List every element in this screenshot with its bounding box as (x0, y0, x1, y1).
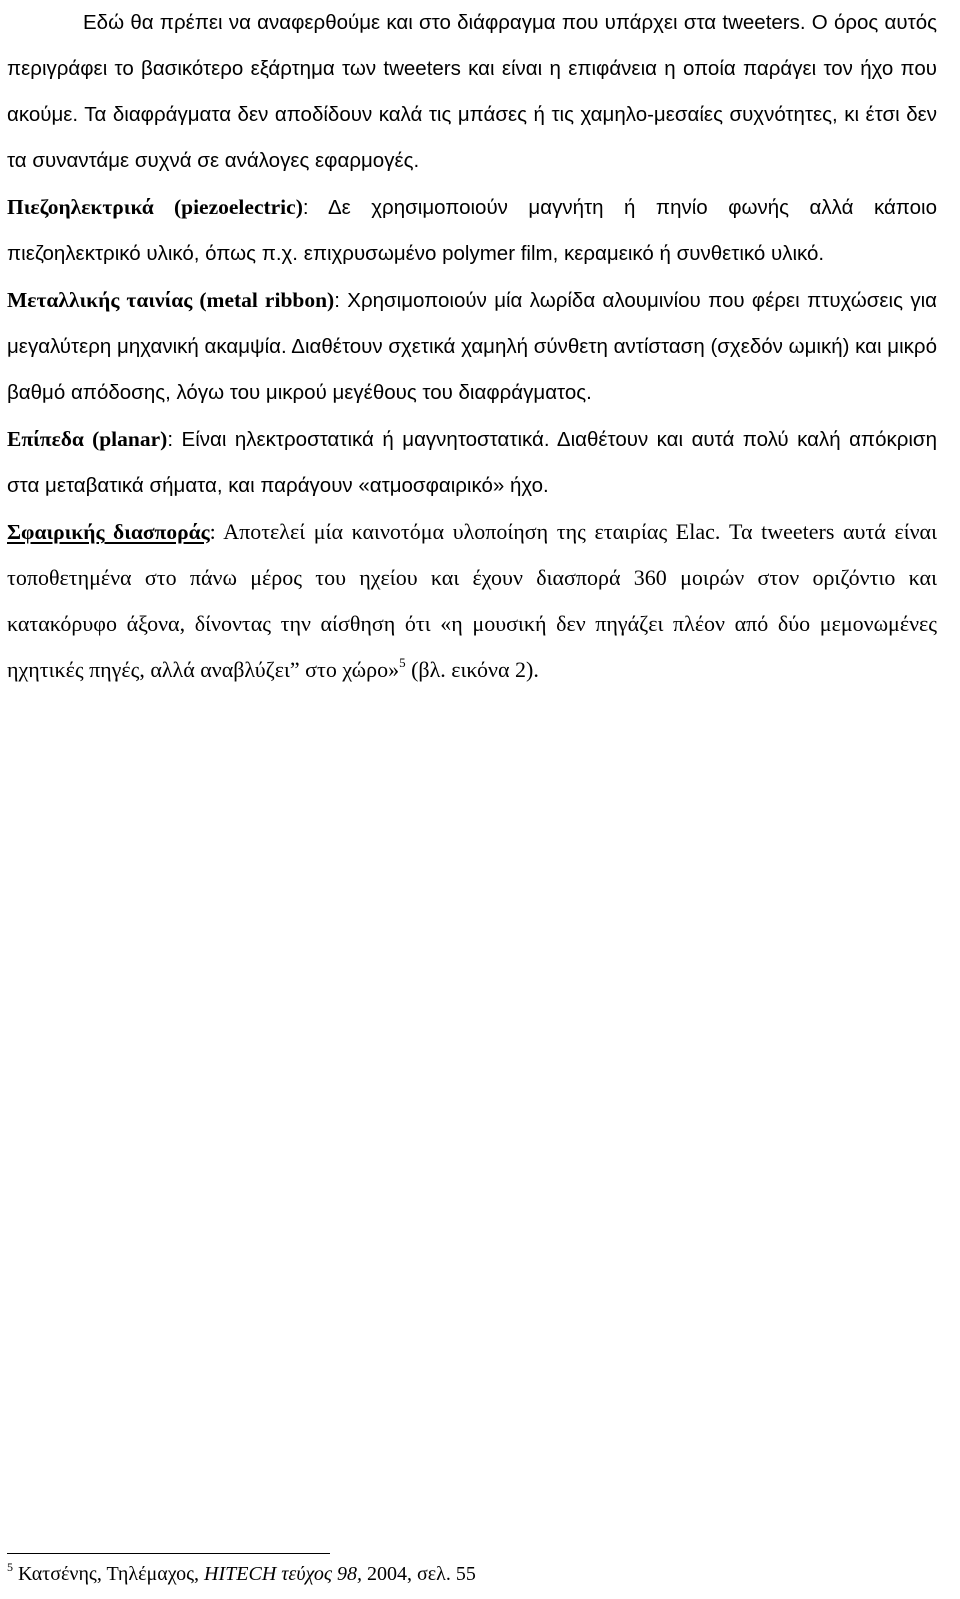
term-separator: : (209, 519, 224, 544)
term-planar: Επίπεδα (planar) (7, 427, 168, 451)
paragraph-text: Αποτελεί μία καινοτόμα υλοποίηση της εταιρίας Elac. Τα tweeters αυτά είναι τοποθετημένα στο πάνω μέρος του ηχείου και έχουν διασπορά 360 μοιρών στον οριζόντιο και κατακόρυφο άξονα, δίνοντας την αίσθηση ότι «η μουσική δεν πηγάζει πλέον από δύο μεμονωμένες ηχητικές πηγές, αλλά αναβλύζει” στο χώρο» (7, 519, 938, 682)
paragraph-text: Χρησιμοποιούν μία λωρίδα αλουμινίου που φέρει πτυχώσεις για μεγαλύτερη μηχανική ακαμψία. Διαθέτουν σχετικά χαμηλή σύνθετη αντίσταση (σχεδόν ωμική) και μικρό βαθμό απόδοσης, λόγω του μικρού μεγέθους του διαφράγματος. (7, 289, 937, 404)
footnote (7, 1561, 476, 1587)
document-body (7, 0, 937, 693)
paragraph-metal-ribbon (7, 277, 937, 416)
term-separator: : (302, 196, 328, 219)
footnote-number: 5 (7, 1560, 13, 1574)
footnote-details: 2004, σελ. 55 (362, 1563, 476, 1585)
paragraph-planar (7, 416, 937, 509)
paragraph-piezoelectric (7, 184, 937, 277)
footnote-author: Κατσένης, Τηλέμαχος, (13, 1563, 205, 1585)
term-separator: : (167, 428, 182, 451)
paragraph-text: Είναι ηλεκτροστατικά ή μαγνητοστατικά. Διαθέτουν και αυτά πολύ καλή απόκριση στα μεταβατικά σήματα, και παράγουν «ατμοσφαιρικό» ήχο. (7, 428, 937, 497)
term-spherical: Σφαιρικής διασποράς (7, 520, 210, 544)
footnote-source: HITECH τεύχος 98, (204, 1563, 362, 1585)
paragraph-tail: (βλ. εικόνα 2). (405, 657, 539, 682)
footnote-separator (7, 1553, 330, 1554)
term-separator: : (334, 289, 348, 312)
paragraph-diaphragm: Εδώ θα πρέπει να αναφερθούμε και στο διάφραγμα που υπάρχει στα tweeters. Ο όρος αυτός περιγράφει το βασικότερο εξάρτημα των tweeters και είναι η επιφάνεια η οποία παράγει τον ήχο που ακούμε. Τα διαφράγματα δεν αποδίδουν καλά τις μπάσες ή τις χαμηλο-μεσαίες συχνότητες, κι έτσι δεν τα συναντάμε συχνά σε ανάλογες εφαρμογές. (7, 11, 937, 172)
term-metal-ribbon: Μεταλλικής ταινίας (metal ribbon) (7, 288, 335, 312)
paragraph-spherical (7, 509, 937, 693)
footnote-reference[interactable]: 5 (399, 655, 406, 670)
paragraph-text: Δε χρησιμοποιούν μαγνήτη ή πηνίο φωνής αλλά κάποιο πιεζοηλεκτρικό υλικό, όπως π.χ. επιχρυσωμένο polymer film, κεραμεικό ή συνθετικό υλικό. (7, 196, 938, 265)
term-piezoelectric: Πιεζοηλεκτρικά (piezoelectric) (7, 195, 303, 219)
